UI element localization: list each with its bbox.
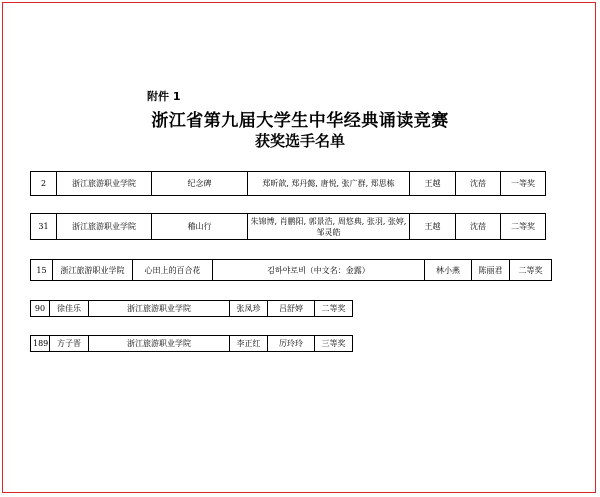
performers: 朱锦博, 肖鹏阳, 郭景浩, 周悠典, 张羽, 张婷, 邹灵皓 — [248, 214, 410, 240]
table-row — [31, 260, 552, 281]
work-title: 心田上的百合花 — [133, 260, 213, 281]
attachment-label: 附件 1 — [147, 90, 181, 103]
teacher-2: 陈丽君 — [472, 260, 510, 281]
award-row-group-4 — [30, 300, 353, 317]
award-row-group-2 — [30, 213, 546, 240]
document-subtitle: 获奖选手名单 — [254, 132, 345, 150]
entry-number: 189 — [31, 336, 50, 352]
performers: 郑昕歆, 郑丹懿, 唐悦, 张广群, 郑思栋 — [248, 172, 410, 196]
award-row-group-5 — [30, 335, 353, 352]
teacher-2: 厉玲玲 — [268, 336, 315, 352]
table-row — [31, 214, 546, 240]
page-border — [2, 2, 596, 493]
participant-name: 徐佳乐 — [50, 301, 89, 317]
table-row — [31, 301, 353, 317]
award-level: 一等奖 — [501, 172, 546, 196]
award-row-group-1 — [30, 171, 546, 196]
table-row — [31, 172, 546, 196]
school-name: 浙江旅游职业学院 — [53, 260, 133, 281]
participant-name: 方子晋 — [50, 336, 89, 352]
entry-number: 31 — [31, 214, 57, 240]
entry-number: 15 — [31, 260, 53, 281]
school-name: 浙江旅游职业学院 — [89, 336, 230, 352]
award-row-group-3 — [30, 259, 552, 281]
teacher-2: 吕舒婷 — [268, 301, 315, 317]
work-title: 纪念碑 — [152, 172, 248, 196]
teacher-1: 张凤珍 — [230, 301, 268, 317]
document-title: 浙江省第九届大学生中华经典诵读竞赛 — [151, 111, 449, 131]
award-level: 二等奖 — [510, 260, 552, 281]
teacher-2: 沈蓓 — [456, 214, 501, 240]
award-level: 二等奖 — [315, 301, 353, 317]
award-level: 二等奖 — [501, 214, 546, 240]
award-level: 三等奖 — [315, 336, 353, 352]
entry-number: 90 — [31, 301, 50, 317]
teacher-1: 王越 — [410, 214, 456, 240]
school-name: 浙江旅游职业学院 — [57, 172, 152, 196]
entry-number: 2 — [31, 172, 57, 196]
table-row — [31, 336, 353, 352]
teacher-1: 李正红 — [230, 336, 268, 352]
teacher-1: 王越 — [410, 172, 456, 196]
teacher-1: 林小燕 — [425, 260, 472, 281]
work-title: 稽山行 — [152, 214, 248, 240]
school-name: 浙江旅游职业学院 — [89, 301, 230, 317]
performers: 김하야로비（中文名：金露） — [213, 260, 425, 281]
teacher-2: 沈蓓 — [456, 172, 501, 196]
school-name: 浙江旅游职业学院 — [57, 214, 152, 240]
